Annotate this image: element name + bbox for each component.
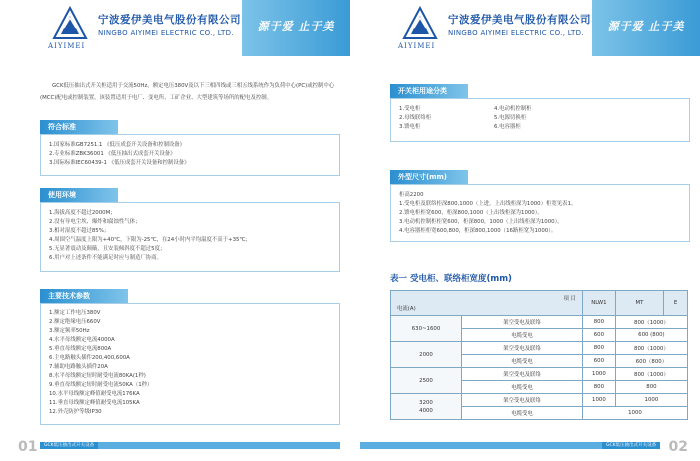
type-cell: 电缆受电 [462, 355, 583, 368]
list-item: 4.水平母线额定电流4000A [49, 337, 115, 343]
list-item: 3.相对湿度不超过85%； [49, 228, 110, 234]
value-cell: 800（1000） [615, 342, 687, 355]
list-item: 柜高2200 [399, 192, 424, 198]
section-title-environment: 使用环境 [40, 188, 118, 202]
type-cell: 架空受电及联络 [462, 394, 583, 407]
list-item: 5.垂直母线额定电流800A [49, 346, 112, 352]
cabinet-width-table [390, 290, 688, 420]
list-item: 6.用户对上述条件不能满足时应与制造厂协商。 [49, 255, 162, 261]
company-name-cn: 宁波爱伊美电气股份有限公司 [98, 14, 241, 26]
list-item: 8.水平母线额定短时耐受电流80KA(1秒) [49, 373, 146, 379]
list-item: 3.馈电柜 [399, 124, 421, 130]
environment-box [40, 202, 340, 272]
type-cell: 架空受电及联络 [462, 342, 583, 355]
table-header-row [391, 291, 688, 316]
list-item: 6.主电路触头插件200,400,600A [49, 355, 130, 361]
tech-box [40, 303, 340, 425]
current-cell: 630~1600 [391, 316, 462, 342]
list-item: 4.电动机控制柜 [494, 106, 532, 112]
value-cell: 1000 [582, 407, 687, 420]
page-header [0, 0, 350, 56]
company-logo-icon [52, 6, 88, 44]
list-item: 12.外壳防护等级IP30 [49, 409, 102, 415]
value-cell: 1000 [615, 394, 687, 407]
table-row [391, 368, 688, 381]
list-item: 3.额定频率50Hz [49, 328, 90, 334]
value-cell: 600 [582, 329, 615, 342]
value-cell: 800 [615, 381, 687, 394]
table-row [391, 316, 688, 329]
slogan: 源于爱 止于美 [257, 20, 335, 33]
current-cell: 2500 [391, 368, 462, 394]
list-item: 2.没有导电尘埃、爆炸和腐蚀性气体； [49, 219, 141, 225]
table-row [391, 394, 688, 407]
footer-label: GCK低压抽出式开关设备 [40, 442, 98, 449]
list-item: 11.垂直母线额定峰值耐受电流105KA [49, 400, 140, 406]
list-item: 6.电容器柜 [494, 124, 521, 130]
list-item: 4.周围空气温度上限为+40℃，下限为-25℃，在24小时内平均温度不高于+35℃； [49, 237, 251, 243]
list-item: 2.额定绝缘电压660V [49, 319, 101, 325]
value-cell: 1000 [582, 368, 615, 381]
column-header: NLW1 [582, 291, 615, 316]
table-diagonal-header [391, 291, 583, 316]
section-title-standards: 符合标准 [40, 120, 118, 134]
list-item: 1.额定工作电压380V [49, 310, 101, 316]
list-item: 5.电源切换柜 [494, 115, 527, 121]
slogan: 源于爱 止于美 [607, 20, 685, 33]
type-cell: 电缆受电 [462, 381, 583, 394]
value-cell: 800 [582, 316, 615, 329]
slogan-banner [242, 0, 350, 56]
list-item: 3.电动机控制柜柜宽600，柜深800，1000（上出线柜深为1000）。 [399, 219, 563, 225]
current-value: 4000 [419, 407, 433, 414]
list-item: 7.辅助电路触头插件20A [49, 364, 108, 370]
value-cell: 800 [582, 342, 615, 355]
list-item: 10.水平母线额定峰值耐受电流176KA [49, 391, 140, 397]
list-item: 9.垂直母线额定短时耐受电流50KA（1秒） [49, 382, 153, 388]
intro-text: GCK低压抽出式开关柜适用于交流50Hz，额定电压380V及以下三相四线或三相五线系统作为负荷中心(PC)或控制中心(MCC)配电或控制装置，该装置适用于电厂、变电所、工矿企业、大型建筑等场所的配电及控制。 [40, 83, 335, 101]
slogan-banner [592, 0, 700, 56]
logo-text: AIYIMEI [398, 42, 436, 50]
column-header: E [664, 291, 688, 316]
list-item: 3.国际标准IEC60439-1 《低压成套开关设备和控制设备》 [49, 160, 190, 166]
table-row [391, 342, 688, 355]
list-item: 1.受电柜 [399, 106, 421, 112]
list-item: 1.海拔高度不超过2000M； [49, 210, 116, 216]
page-header [350, 0, 700, 56]
value-cell: 800（1000） [615, 316, 687, 329]
value-cell: 800 [582, 381, 615, 394]
list-item: 2.馈电柜柜宽600，柜深800,1000（上出线柜深为1000）。 [399, 210, 543, 216]
value-cell: 1000 [582, 394, 615, 407]
section-title-dimensions: 外型尺寸(mm) [390, 170, 468, 184]
company-name-en: NINGBO AIYIMEI ELECTRIC CO., LTD. [98, 29, 234, 37]
company-name-en: NINGBO AIYIMEI ELECTRIC CO., LTD. [448, 29, 584, 37]
column-header: MT [615, 291, 663, 316]
page-number: 02 [668, 439, 688, 455]
value-cell: 800（1000） [615, 368, 687, 381]
table-title: 表一 受电柜、联络柜宽度(mm) [390, 274, 512, 284]
type-cell: 架空受电及联络 [462, 316, 583, 329]
list-item: 1.受电柜及联络柜深800,1000（上进，上出线柜深为1000）柜宽见表1。 [399, 201, 577, 207]
type-cell: 架空受电及联络 [462, 368, 583, 381]
dimensions-box [390, 184, 690, 242]
current-cell: 2000 [391, 342, 462, 368]
list-item: 4.电容器柜柜宽600,800，柜深800,1000（16路柜宽为1000）。 [399, 228, 557, 234]
type-cell: 电缆受电 [462, 407, 583, 420]
list-item: 2.母线联络柜 [399, 115, 432, 121]
logo-text: AIYIMEI [48, 42, 86, 50]
section-title-cabinet-types: 开关柜用途分类 [390, 84, 468, 98]
section-title-tech: 主要技术参数 [40, 289, 128, 303]
type-cell: 电缆受电 [462, 329, 583, 342]
value-cell: 600（800） [615, 355, 687, 368]
value-cell: 600 (800) [615, 329, 687, 342]
list-item: 5.无显著震动及颠簸，且安装倾斜度不超过5度； [49, 246, 166, 252]
list-item: 1.国家标准GB7251.1 《低压成套开关设备和控制设备》 [49, 142, 186, 148]
current-value: 3200 [419, 399, 433, 406]
company-logo-icon [402, 6, 438, 44]
page-number: 01 [18, 439, 38, 455]
header-current-label: 电流(A) [397, 306, 416, 312]
standards-box [40, 134, 340, 176]
company-name-cn: 宁波爱伊美电气股份有限公司 [448, 14, 591, 26]
current-cell [391, 394, 462, 420]
cabinet-types-box [390, 98, 690, 142]
header-item-label: 项 目 [563, 296, 576, 302]
value-cell: 600 [582, 355, 615, 368]
footer-label: GCK低压抽出式开关设备 [602, 442, 660, 449]
right-page [350, 0, 700, 461]
list-item: 2.专业标准ZBK36001 《低压抽出式成套开关设备》 [49, 151, 176, 157]
